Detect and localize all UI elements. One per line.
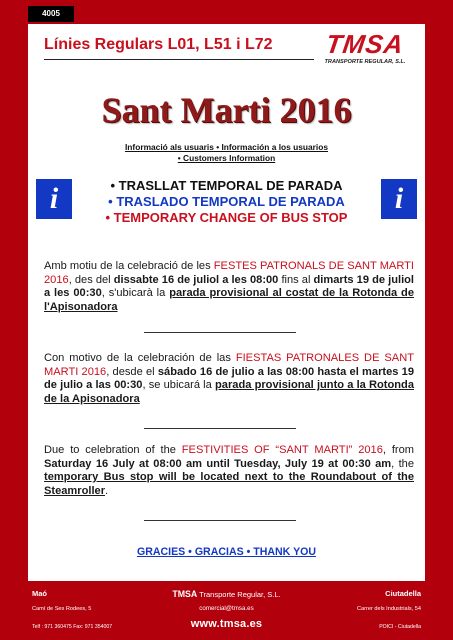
info-icon: i xyxy=(381,179,417,219)
text: , des del xyxy=(68,273,114,286)
text: Amb motiu de la celebració de les xyxy=(44,260,214,272)
text: Con motivo de la celebración de las xyxy=(44,352,236,364)
text: fins al xyxy=(278,273,314,286)
stop-location: temporary Bus stop will be located next to the Roundabout of the Steamroller xyxy=(44,471,414,497)
text: . xyxy=(105,484,109,497)
office-address-right: Carrer dels Industrials, 54 xyxy=(356,606,421,612)
text: , the xyxy=(391,457,414,470)
date-range: Saturday 16 July at 08:00 am until Tuesday, July 19 at 00:30 am xyxy=(44,457,392,470)
info-icon: i xyxy=(36,179,72,219)
company-name xyxy=(28,589,425,599)
date-range: sábado 16 de julio a las 08:00 hasta el martes 19 de julio a las 00:30 xyxy=(44,365,414,391)
footer xyxy=(28,581,425,640)
stop-location: parada provisional al costat de la Rotonda de l'Apisonadora xyxy=(44,287,415,313)
info-line-1: Informació als usuaris • Información a los usuarios xyxy=(124,142,329,152)
stop-location: parada provisional junto a la Rotonda de la Apisonadora xyxy=(44,379,415,405)
alert-spanish: • TRASLADO TEMPORAL DE PARADA xyxy=(108,194,345,209)
divider xyxy=(144,332,296,333)
divider xyxy=(144,428,296,429)
start-time: dissabte 16 de juliol a les 08:00 xyxy=(113,273,279,286)
header-divider xyxy=(44,59,314,60)
event-name: FIESTAS PATRONALES DE SANT MARTI 2016 xyxy=(44,352,414,378)
email-link[interactable]: comercial@tmsa.es xyxy=(199,605,254,612)
website-link[interactable]: www.tmsa.es xyxy=(190,618,263,630)
paragraph-spanish xyxy=(44,352,414,406)
office-city-right: Ciutadella xyxy=(385,589,421,598)
text: , s'ubicarà la xyxy=(101,287,170,299)
logo-wordmark: TMSA xyxy=(324,29,406,59)
text: , desde el xyxy=(106,365,158,378)
paragraph-catalan xyxy=(44,260,414,314)
alert-catalan: • TRASLLAT TEMPORAL DE PARADA xyxy=(110,178,343,193)
office-city-left: Maó xyxy=(32,589,47,598)
event-name: FESTES PATRONALS DE SANT MARTI 2016 xyxy=(44,260,415,286)
text: , se ubicará la xyxy=(142,379,216,391)
text: Due to celebration of the xyxy=(44,444,182,456)
lines-title: Línies Regulars L01, L51 i L72 xyxy=(44,36,273,53)
thanks-line: GRACIES • GRACIAS • THANK YOU xyxy=(136,546,317,558)
notice-sheet xyxy=(28,24,425,581)
company-suffix: Transporte Regular, S.L. xyxy=(197,590,281,599)
event-name: FESTIVITIES OF “SANT MARTI” 2016 xyxy=(181,444,383,456)
end-time: dimarts 19 de juliol a les 00:30 xyxy=(44,273,415,299)
info-heading xyxy=(28,142,425,164)
document-code: 4005 xyxy=(28,6,74,22)
company-brand: TMSA xyxy=(172,589,198,599)
logo-subtitle: TRANSPORTE REGULAR, S.L. xyxy=(324,59,406,65)
phone-fax: Telf : 971 360475 Fax: 971 354007 xyxy=(32,624,113,630)
text: , from xyxy=(382,444,415,456)
divider xyxy=(144,520,296,521)
paragraph-english xyxy=(44,444,414,498)
info-line-2: • Customers Information xyxy=(177,153,276,163)
tmsa-logo xyxy=(315,30,415,65)
alert-english: • TEMPORARY CHANGE OF BUS STOP xyxy=(105,210,348,225)
footer-note: POICI - Ciutadella xyxy=(379,624,421,630)
event-banner: Sant Marti 2016 xyxy=(101,90,352,130)
alert-block xyxy=(78,178,375,226)
office-address-left: Camí de Ses Rodees, 5 xyxy=(32,606,92,612)
